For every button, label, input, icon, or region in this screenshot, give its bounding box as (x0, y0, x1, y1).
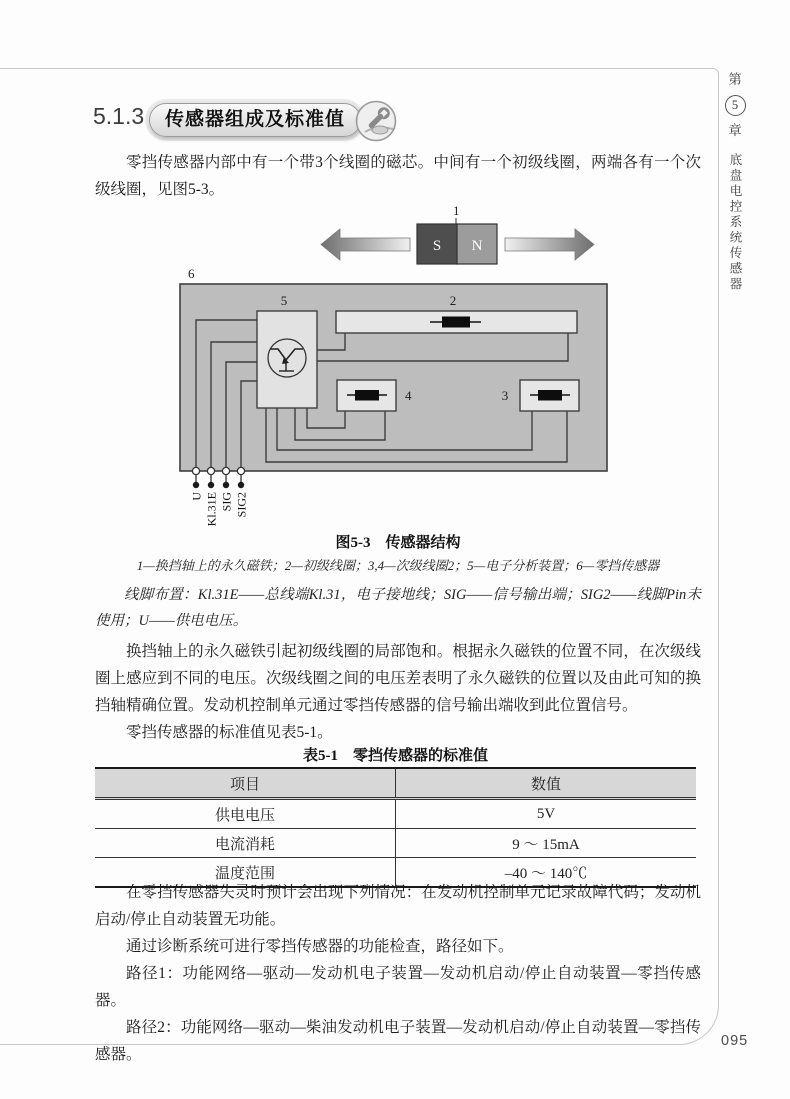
figure-caption: 图5-3 传感器结构 (335, 535, 461, 551)
label-primary-coil: 2 (449, 293, 457, 308)
chapter-suffix: 章 (728, 123, 742, 138)
label-secondary-left: 4 (405, 388, 412, 403)
wrench-icon (353, 99, 399, 145)
chapter-number-badge: 5 (725, 95, 746, 116)
table-title: 表5-1 零挡传感器的标准值 (303, 748, 488, 764)
table-cell: 5V (396, 799, 697, 829)
paragraph: 零挡传感器内部中有一个带3个线圈的磁芯。中间有一个初级线圈，两端各有一个次级线圈，见图5-3。 (95, 154, 701, 198)
chapter-title-vertical: 底盘电控系统传感器 (728, 153, 742, 293)
column-header: 项目 (95, 768, 396, 799)
paragraph: 路径2：功能网络—驱动—柴油发动机电子装置—发动机启动/停止自动装置—零挡传感器。 (95, 1019, 701, 1063)
body-paragraphs-bottom (95, 879, 701, 1068)
sensor-structure-diagram (160, 198, 620, 535)
terminal-label-sig: SIG (219, 492, 234, 512)
label-analyzer: 5 (280, 293, 288, 308)
body-paragraphs-top (95, 638, 701, 746)
table-cell: 9 ～ 15mA (396, 829, 697, 858)
figure-legend: 1—换挡轴上的永久磁铁；2—初级线圈；3,4—次级线圈2；5—电子分析装置；6—零挡传感器 (136, 558, 660, 573)
table-cell: –40 ～ 140℃ (396, 858, 697, 888)
table-cell: 供电电压 (95, 799, 396, 829)
table-cell: 电流消耗 (95, 829, 396, 858)
page-number: 095 (721, 1033, 749, 1049)
chapter-sidebar (721, 70, 749, 293)
terminal-label-sig2: SIG2 (234, 492, 249, 518)
paragraph: 路径1：功能网络—驱动—发动机电子装置—发动机启动/停止自动装置—零挡传感器。 (95, 965, 701, 1009)
resistor-icon (442, 317, 470, 328)
resistor-icon (538, 390, 562, 401)
table-cell: 温度范围 (214, 865, 275, 882)
column-header: 数值 (396, 768, 697, 799)
label-secondary-right: 3 (501, 388, 509, 403)
chapter-prefix: 第 (728, 72, 742, 87)
arrow-right-icon (505, 229, 594, 260)
paragraph: 线脚布置：Kl.31E——总线端Kl.31，电子接地线；SIG——信号输出端；SIG2——线脚Pin未使用；U——供电电压。 (95, 587, 701, 629)
pole-s-label: S (432, 238, 442, 254)
terminal-label-u: U (189, 492, 204, 501)
terminals (190, 467, 249, 526)
section-number: 5.1.3 (93, 103, 145, 129)
paragraph: 零挡传感器的标准值见表5-1。 (126, 724, 333, 741)
pin-note (95, 582, 701, 634)
pole-n-label: N (471, 238, 483, 254)
arrow-left-icon (321, 229, 410, 260)
table-row (95, 829, 696, 858)
standards-table (95, 767, 696, 888)
resistor-icon (355, 390, 379, 401)
paragraph: 通过诊断系统可进行零挡传感器的功能检查，路径如下。 (126, 938, 514, 955)
label-magnet: 1 (453, 203, 460, 218)
section-title-capsule: 传感器组成及标准值 (149, 103, 361, 137)
paragraph: 在零挡传感器失灵时预计会出现下列情况：在发动机控制单元记录故障代码；发动机启动/停止自动装置无功能。 (95, 884, 701, 928)
terminal-label-kl31e: Kl.31E (204, 492, 219, 527)
label-sensor-body: 6 (188, 266, 195, 281)
table-row (95, 799, 696, 829)
paragraph: 换挡轴上的永久磁铁引起初级线圈的局部饱和。根据永久磁铁的位置不同，在次级线圈上感应到不同的电压。次级线圈之间的电压差表明了永久磁铁的位置以及由此可知的换挡轴精确位置。发动机控制单元通过零挡传感器的信号输出端收到此位置信号。 (95, 643, 701, 714)
intro-paragraph (95, 149, 701, 203)
table-header-row (95, 768, 696, 799)
